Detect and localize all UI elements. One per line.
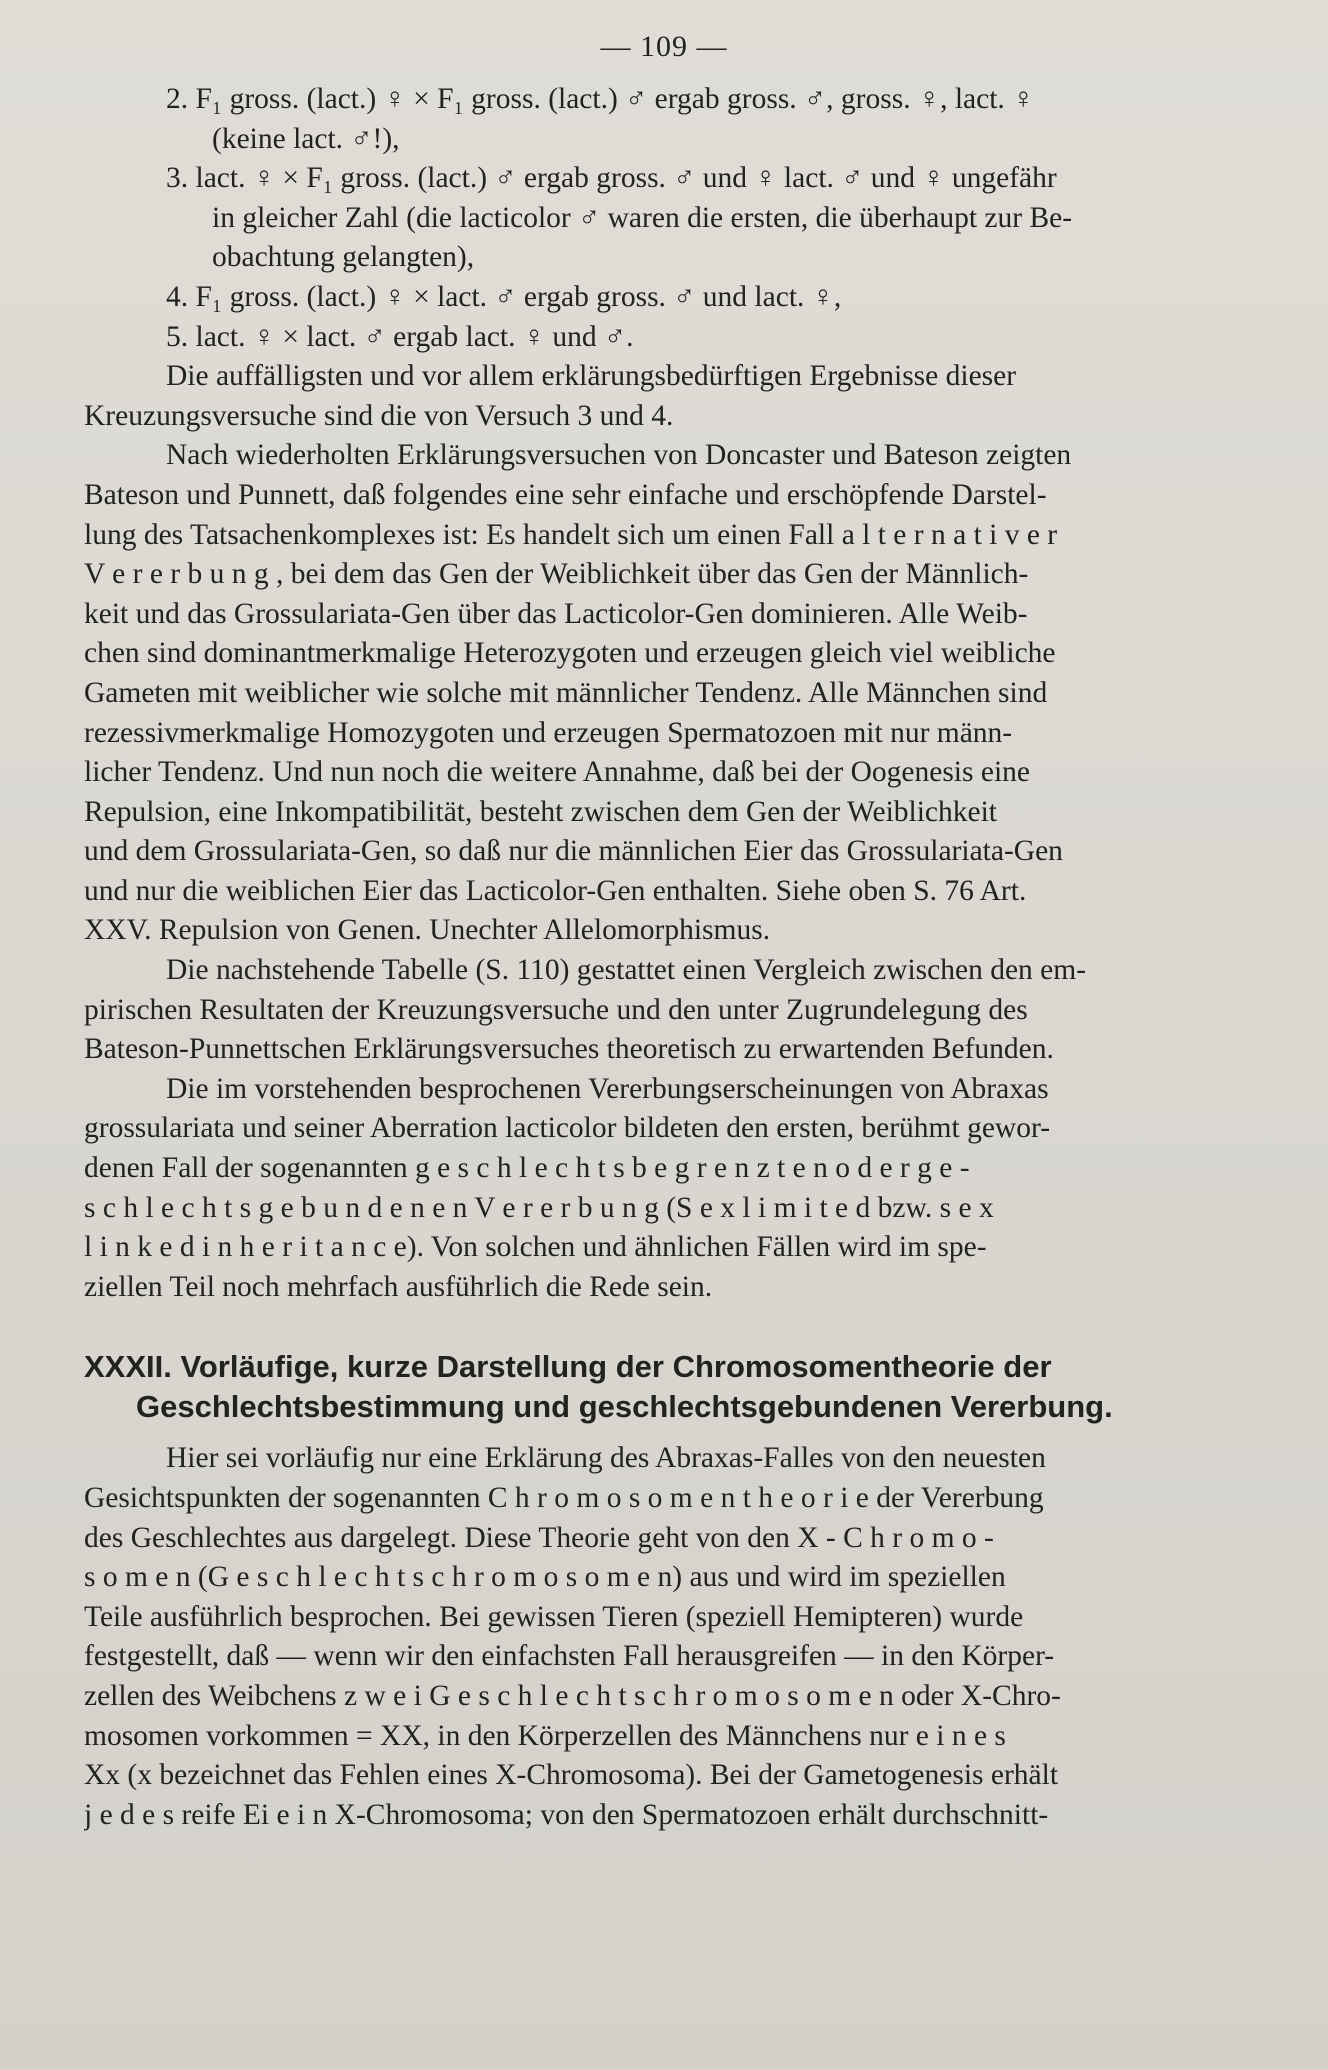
paragraph: [84, 1070, 1264, 1308]
text-line: keit und das Grossulariata-Gen über das Lacticolor-Gen dominieren. Alle Weib-: [84, 597, 1028, 630]
text-line: zellen des Weibchens z w e i G e s c h l e c h t s c h r o m o s o m e n oder X-Chro-: [84, 1679, 1061, 1712]
text-line: l i n k e d i n h e r i t a n c e). Von solchen und ähnlichen Fällen wird im spe-: [84, 1231, 987, 1264]
list-item-4: [84, 278, 1264, 318]
list-item-5: [84, 318, 1264, 358]
text-line: 3. lact. ♀ × F₁ gross. (lact.) ♂ ergab gross. ♂ und ♀ lact. ♂ und ♀ ungefähr: [166, 162, 1057, 195]
list-item-2: [84, 80, 1264, 159]
text-line: (keine lact. ♂!),: [212, 122, 400, 155]
text-line: Bateson und Punnett, daß folgendes eine sehr einfache und erschöpfende Darstel-: [84, 478, 1047, 511]
body-text: [84, 80, 1264, 1835]
text-line: Die nachstehende Tabelle (S. 110) gestattet einen Vergleich zwischen den em-: [166, 954, 1087, 987]
text-line: 4. F₁ gross. (lact.) ♀ × lact. ♂ ergab gross. ♂ und lact. ♀,: [166, 280, 842, 313]
paragraph: [84, 357, 1264, 436]
text-line: obachtung gelangten),: [212, 241, 475, 274]
text-line: j e d e s reife Ei e i n X-Chromosoma; von den Spermatozoen erhält durchschnitt-: [84, 1798, 1049, 1831]
text-line: und nur die weiblichen Eier das Lacticolor-Gen enthalten. Siehe oben S. 76 Art.: [84, 874, 1027, 907]
text-line: XXV. Repulsion von Genen. Unechter Allelomorphismus.: [84, 914, 771, 947]
list-item-3: [84, 159, 1264, 278]
text-line: des Geschlechtes aus dargelegt. Diese Theorie geht von den X - C h r o m o -: [84, 1521, 994, 1554]
text-line: ziellen Teil noch mehrfach ausführlich die Rede sein.: [84, 1270, 713, 1303]
heading-line: Geschlechtsbestimmung und geschlechtsgebundenen Vererbung.: [136, 1389, 1113, 1425]
text-line: Repulsion, eine Inkompatibilität, besteht zwischen dem Gen der Weiblichkeit: [84, 795, 997, 828]
text-line: Xx (x bezeichnet das Fehlen eines X-Chromosoma). Bei der Gametogenesis erhält: [84, 1759, 1059, 1792]
text-line: grossulariata und seiner Aberration lacticolor bildeten den ersten, berühmt gewor-: [84, 1112, 1051, 1145]
text-line: Gesichtspunkten der sogenannten C h r o m o s o m e n t h e o r i e der Vererbung: [84, 1482, 1044, 1514]
text-line: pirischen Resultaten der Kreuzungsversuche und den unter Zugrundelegung des: [84, 993, 1028, 1026]
text-line: s c h l e c h t s g e b u n d e n e n V e r e r b u n g (S e x l i m i t e d bzw. s e x: [84, 1191, 994, 1224]
text-line: Nach wiederholten Erklärungsversuchen von Doncaster und Bateson zeigten: [166, 439, 1072, 472]
text-line: Gameten mit weiblicher wie solche mit männlicher Tendenz. Alle Männchen sind: [84, 676, 1048, 709]
text-line: und dem Grossulariata-Gen, so daß nur die männlichen Eier das Grossulariata-Gen: [84, 835, 1063, 868]
text-line: Die im vorstehenden besprochenen Vererbungserscheinungen von Abraxas: [166, 1072, 1049, 1105]
text-line: V e r e r b u n g , bei dem das Gen der Weiblichkeit über das Gen der Männlich-: [84, 558, 1029, 591]
paragraph: [84, 436, 1264, 951]
text-line: 5. lact. ♀ × lact. ♂ ergab lact. ♀ und ♂.: [166, 320, 634, 353]
text-line: festgestellt, daß — wenn wir den einfachsten Fall herausgreifen — in den Körper-: [84, 1640, 1055, 1673]
text-line: denen Fall der sogenannten g e s c h l e c h t s b e g r e n z t e n o d e r g e -: [84, 1152, 970, 1185]
section-heading: [84, 1347, 1264, 1427]
text-line: 2. F₁ gross. (lact.) ♀ × F₁ gross. (lact.) ♂ ergab gross. ♂, gross. ♀, lact. ♀: [166, 83, 1035, 115]
paragraph: [84, 1439, 1264, 1835]
heading-line: XXXII. Vorläufige, kurze Darstellung der Chromosomentheorie der: [84, 1349, 1052, 1385]
text-line: mosomen vorkommen = XX, in den Körperzellen des Männchens nur e i n e s: [84, 1719, 1006, 1752]
text-line: Bateson-Punnettschen Erklärungsversuches theoretisch zu erwartenden Befunden.: [84, 1033, 1054, 1066]
text-line: in gleicher Zahl (die lacticolor ♂ waren die ersten, die überhaupt zur Be-: [212, 201, 1073, 234]
text-line: Die auffälligsten und vor allem erklärungsbedürftigen Ergebnisse dieser: [166, 360, 1017, 393]
text-line: chen sind dominantmerkmalige Heterozygoten und erzeugen gleich viel weibliche: [84, 637, 1056, 670]
text-line: lung des Tatsachenkomplexes ist: Es handelt sich um einen Fall a l t e r n a t i v e r: [84, 518, 1058, 551]
page-number: — 109 —: [600, 30, 728, 63]
text-line: Teile ausführlich besprochen. Bei gewissen Tieren (speziell Hemipteren) wurde: [84, 1600, 1024, 1633]
text-line: Hier sei vorläufig nur eine Erklärung des Abraxas-Falles von den neuesten: [166, 1442, 1046, 1475]
paragraph: [84, 951, 1264, 1070]
text-line: rezessivmerkmalige Homozygoten und erzeugen Spermatozoen mit nur männ-: [84, 716, 1013, 749]
text-line: Kreuzungsversuche sind die von Versuch 3 und 4.: [84, 399, 674, 432]
text-line: s o m e n (G e s c h l e c h t s c h r o m o s o m e n) aus und wird im speziellen: [84, 1561, 1006, 1594]
text-line: licher Tendenz. Und nun noch die weitere Annahme, daß bei der Oogenesis eine: [84, 756, 1030, 789]
